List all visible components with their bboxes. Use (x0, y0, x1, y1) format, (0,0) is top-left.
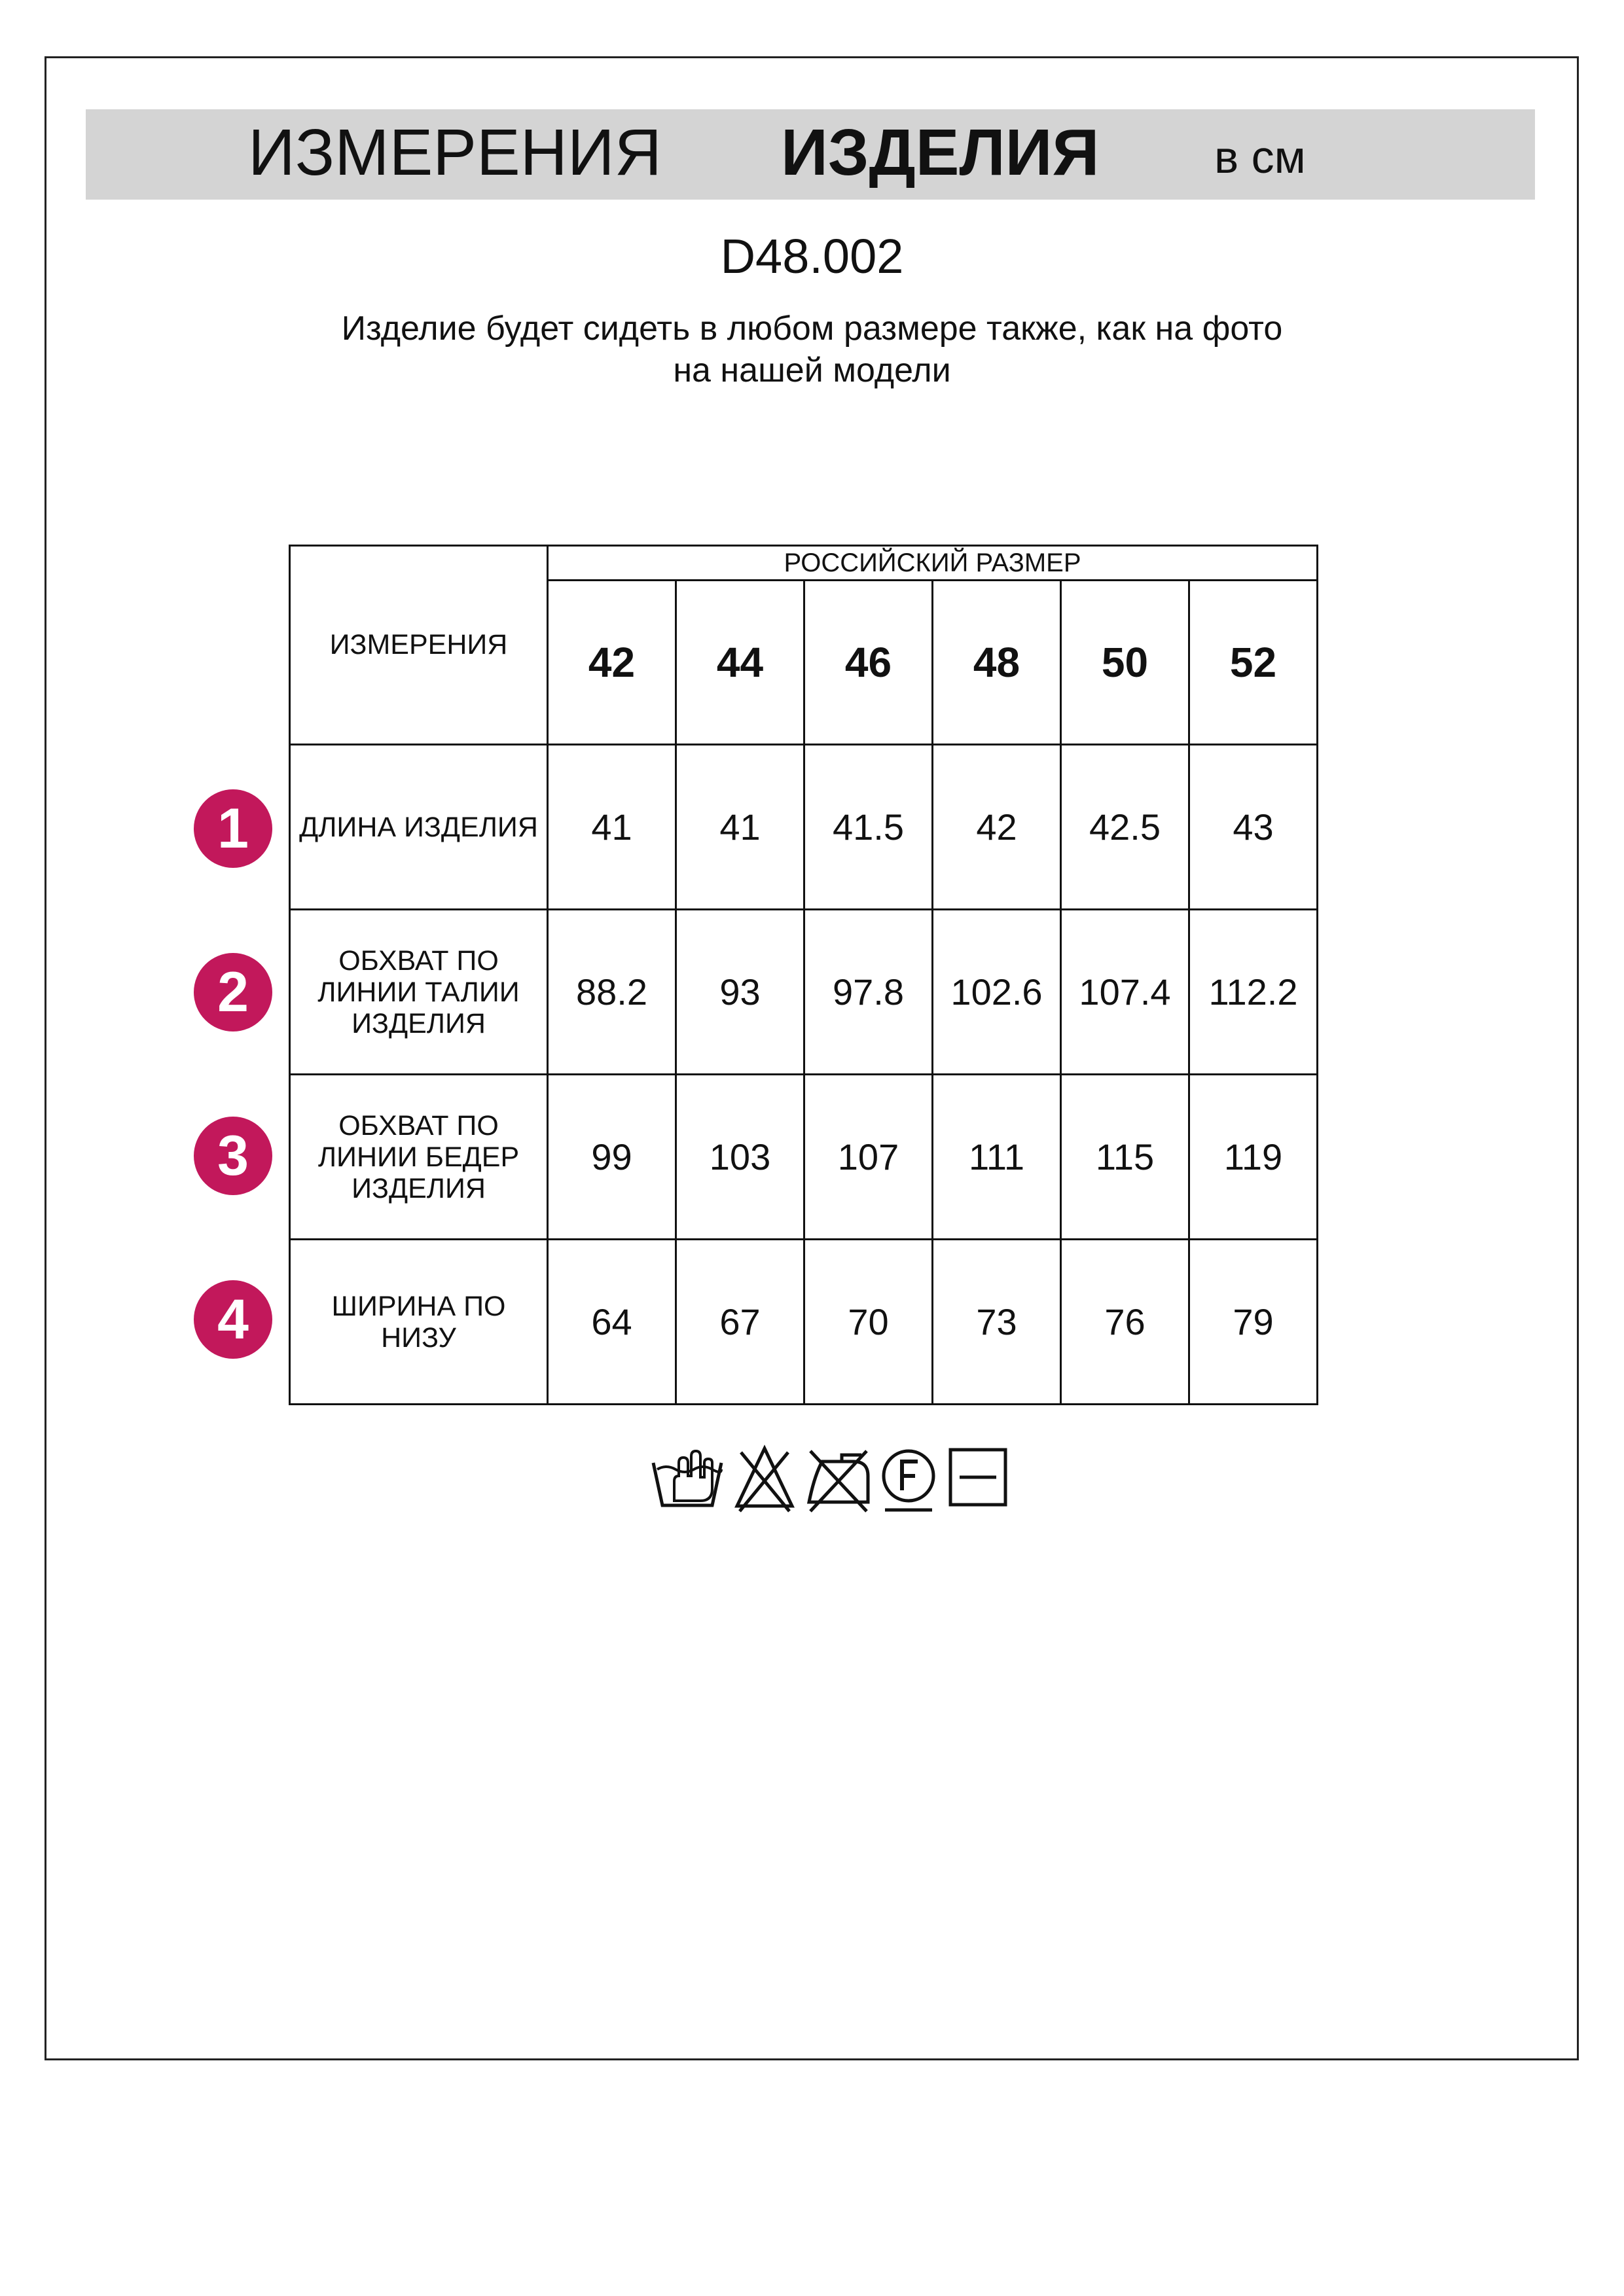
row-badge: 2 (194, 953, 272, 1031)
cell-value: 76 (1061, 1240, 1189, 1405)
cell-value: 41.5 (804, 745, 933, 910)
row-label (290, 910, 548, 1075)
fit-note-line-1: Изделие будет сидеть в любом размере также, как на фото (341, 310, 1283, 348)
fit-note-line-2: на нашей модели (673, 351, 951, 389)
size-header: 48 (933, 581, 1061, 745)
row-badge: 1 (194, 789, 272, 868)
cell-value: 67 (676, 1240, 804, 1405)
row-label-line: НИЗУ (381, 1321, 456, 1354)
cell-value: 119 (1189, 1075, 1318, 1240)
cell-value: 88.2 (548, 910, 676, 1075)
do-not-bleach-icon (732, 1443, 797, 1515)
title-product: ИЗДЕЛИЯ (781, 116, 1100, 189)
table-row (290, 1240, 1318, 1405)
size-header: 52 (1189, 581, 1318, 745)
title-bar (86, 109, 1535, 200)
cell-value: 42.5 (1061, 745, 1189, 910)
cell-value: 111 (933, 1075, 1061, 1240)
row-label (290, 745, 548, 910)
hand-wash-icon (648, 1443, 727, 1515)
cell-value: 93 (676, 910, 804, 1075)
row-label-line: ДЛИНА ИЗДЕЛИЯ (299, 811, 538, 843)
row-badge: 3 (194, 1117, 272, 1195)
cell-value: 41 (548, 745, 676, 910)
do-not-iron-icon (803, 1443, 875, 1515)
row-label (290, 1075, 548, 1240)
cell-value: 41 (676, 745, 804, 910)
row-label-line: ИЗДЕЛИЯ (352, 1007, 486, 1039)
cell-value: 107 (804, 1075, 933, 1240)
fit-note (0, 308, 1624, 391)
cell-value: 70 (804, 1240, 933, 1405)
cell-value: 99 (548, 1075, 676, 1240)
cell-value: 42 (933, 745, 1061, 910)
row-badge: 4 (194, 1280, 272, 1359)
dry-flat-icon (947, 1443, 1009, 1515)
size-group-header: РОССИЙСКИЙ РАЗМЕР (548, 546, 1318, 581)
cell-value: 112.2 (1189, 910, 1318, 1075)
cell-value: 115 (1061, 1075, 1189, 1240)
size-header: 50 (1061, 581, 1189, 745)
cell-value: 73 (933, 1240, 1061, 1405)
row-label-line: ШИРИНА ПО (331, 1290, 506, 1322)
title-unit: в см (1214, 132, 1306, 183)
row-label-line: ОБХВАТ ПО (338, 1109, 499, 1141)
cell-value: 97.8 (804, 910, 933, 1075)
size-table (289, 545, 1318, 1405)
size-header: 42 (548, 581, 676, 745)
row-label-line: ЛИНИИ БЕДЕР (317, 1141, 520, 1173)
size-header: 44 (676, 581, 804, 745)
row-label-line: ОБХВАТ ПО (338, 944, 499, 977)
table-row (290, 1075, 1318, 1240)
cell-value: 103 (676, 1075, 804, 1240)
cell-value: 79 (1189, 1240, 1318, 1405)
size-header: 46 (804, 581, 933, 745)
cell-value: 64 (548, 1240, 676, 1405)
row-label-line: ЛИНИИ ТАЛИИ (317, 976, 520, 1008)
row-label-line: ИЗДЕЛИЯ (352, 1172, 486, 1204)
title-measurements: ИЗМЕРЕНИЯ (248, 116, 662, 189)
cell-value: 43 (1189, 745, 1318, 910)
table-row (290, 745, 1318, 910)
dry-clean-f-icon (878, 1443, 939, 1515)
table-row (290, 910, 1318, 1075)
row-label (290, 1240, 548, 1405)
cell-value: 102.6 (933, 910, 1061, 1075)
cell-value: 107.4 (1061, 910, 1189, 1075)
product-code: D48.002 (720, 229, 904, 283)
corner-label: ИЗМЕРЕНИЯ (290, 546, 548, 745)
